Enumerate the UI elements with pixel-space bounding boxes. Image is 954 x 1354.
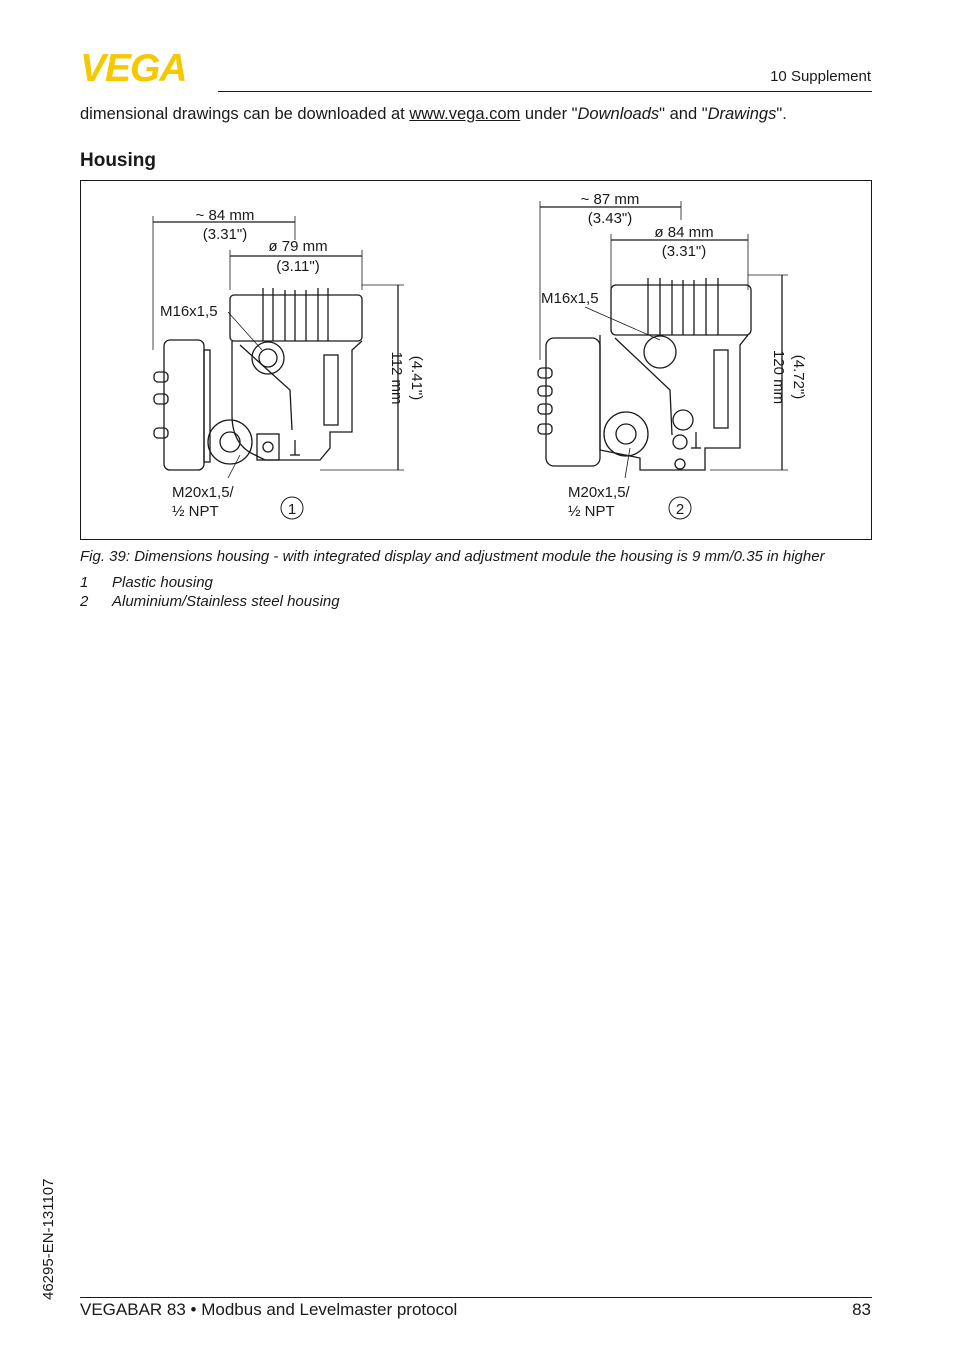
page-number: 83 [852,1300,871,1319]
right-height-mm: 120 mm [770,349,787,405]
left-marker: 1 [287,501,297,518]
right-marker: 2 [675,501,685,518]
figure-caption: Fig. 39: Dimensions housing - with integrated display and adjustment module the housing is 9 mm/0.35 in higher [80,548,825,565]
right-diameter-in: (3.31") [661,243,707,260]
legend-item-2 [80,593,340,610]
downloads-term: Downloads [577,105,660,123]
right-thread-bottom-2: ½ NPT [568,503,615,520]
vega-link[interactable]: www.vega.com [409,105,521,123]
intro-paragraph [80,105,787,124]
vega-logo [80,50,212,84]
logo-text: VEGA [80,50,187,84]
left-width-mm: ~ 84 mm [195,207,255,224]
left-thread-top: M16x1,5 [160,303,218,320]
left-diameter-mm: ø 79 mm [268,238,328,255]
legend-num: 2 [80,593,89,610]
right-width-mm: ~ 87 mm [580,191,640,208]
legend-text: Plastic housing [112,574,213,591]
header-rule [218,91,872,92]
intro-middle1: under " [520,105,578,123]
legend-item-1 [80,574,213,591]
left-width-in: (3.31") [202,226,248,243]
left-diameter-in: (3.11") [276,258,320,275]
left-thread-bottom-1: M20x1,5/ [172,484,234,501]
section-heading: Housing [80,150,156,171]
document-id: 46295-EN-131107 [40,1178,57,1300]
right-height-in: (4.72") [790,354,807,400]
left-thread-bottom-2: ½ NPT [172,503,219,520]
section-label: 10 Supplement [770,68,871,85]
right-diameter-mm: ø 84 mm [654,224,714,241]
drawings-term: Drawings [707,105,777,123]
housing-drawing [80,180,872,540]
footer-title: VEGABAR 83 • Modbus and Levelmaster protocol [80,1300,458,1319]
footer-rule [80,1297,872,1298]
intro-suffix: ". [776,105,787,123]
intro-middle2: " and " [659,105,708,123]
right-thread-top: M16x1,5 [541,290,599,307]
intro-prefix: dimensional drawings can be downloaded at [80,105,410,123]
right-thread-bottom-1: M20x1,5/ [568,484,630,501]
legend-num: 1 [80,574,89,591]
legend-text: Aluminium/Stainless steel housing [112,593,340,610]
right-width-in: (3.43") [587,210,633,227]
left-height-in: (4.41") [408,355,425,401]
left-height-mm: 112 mm [388,351,405,405]
